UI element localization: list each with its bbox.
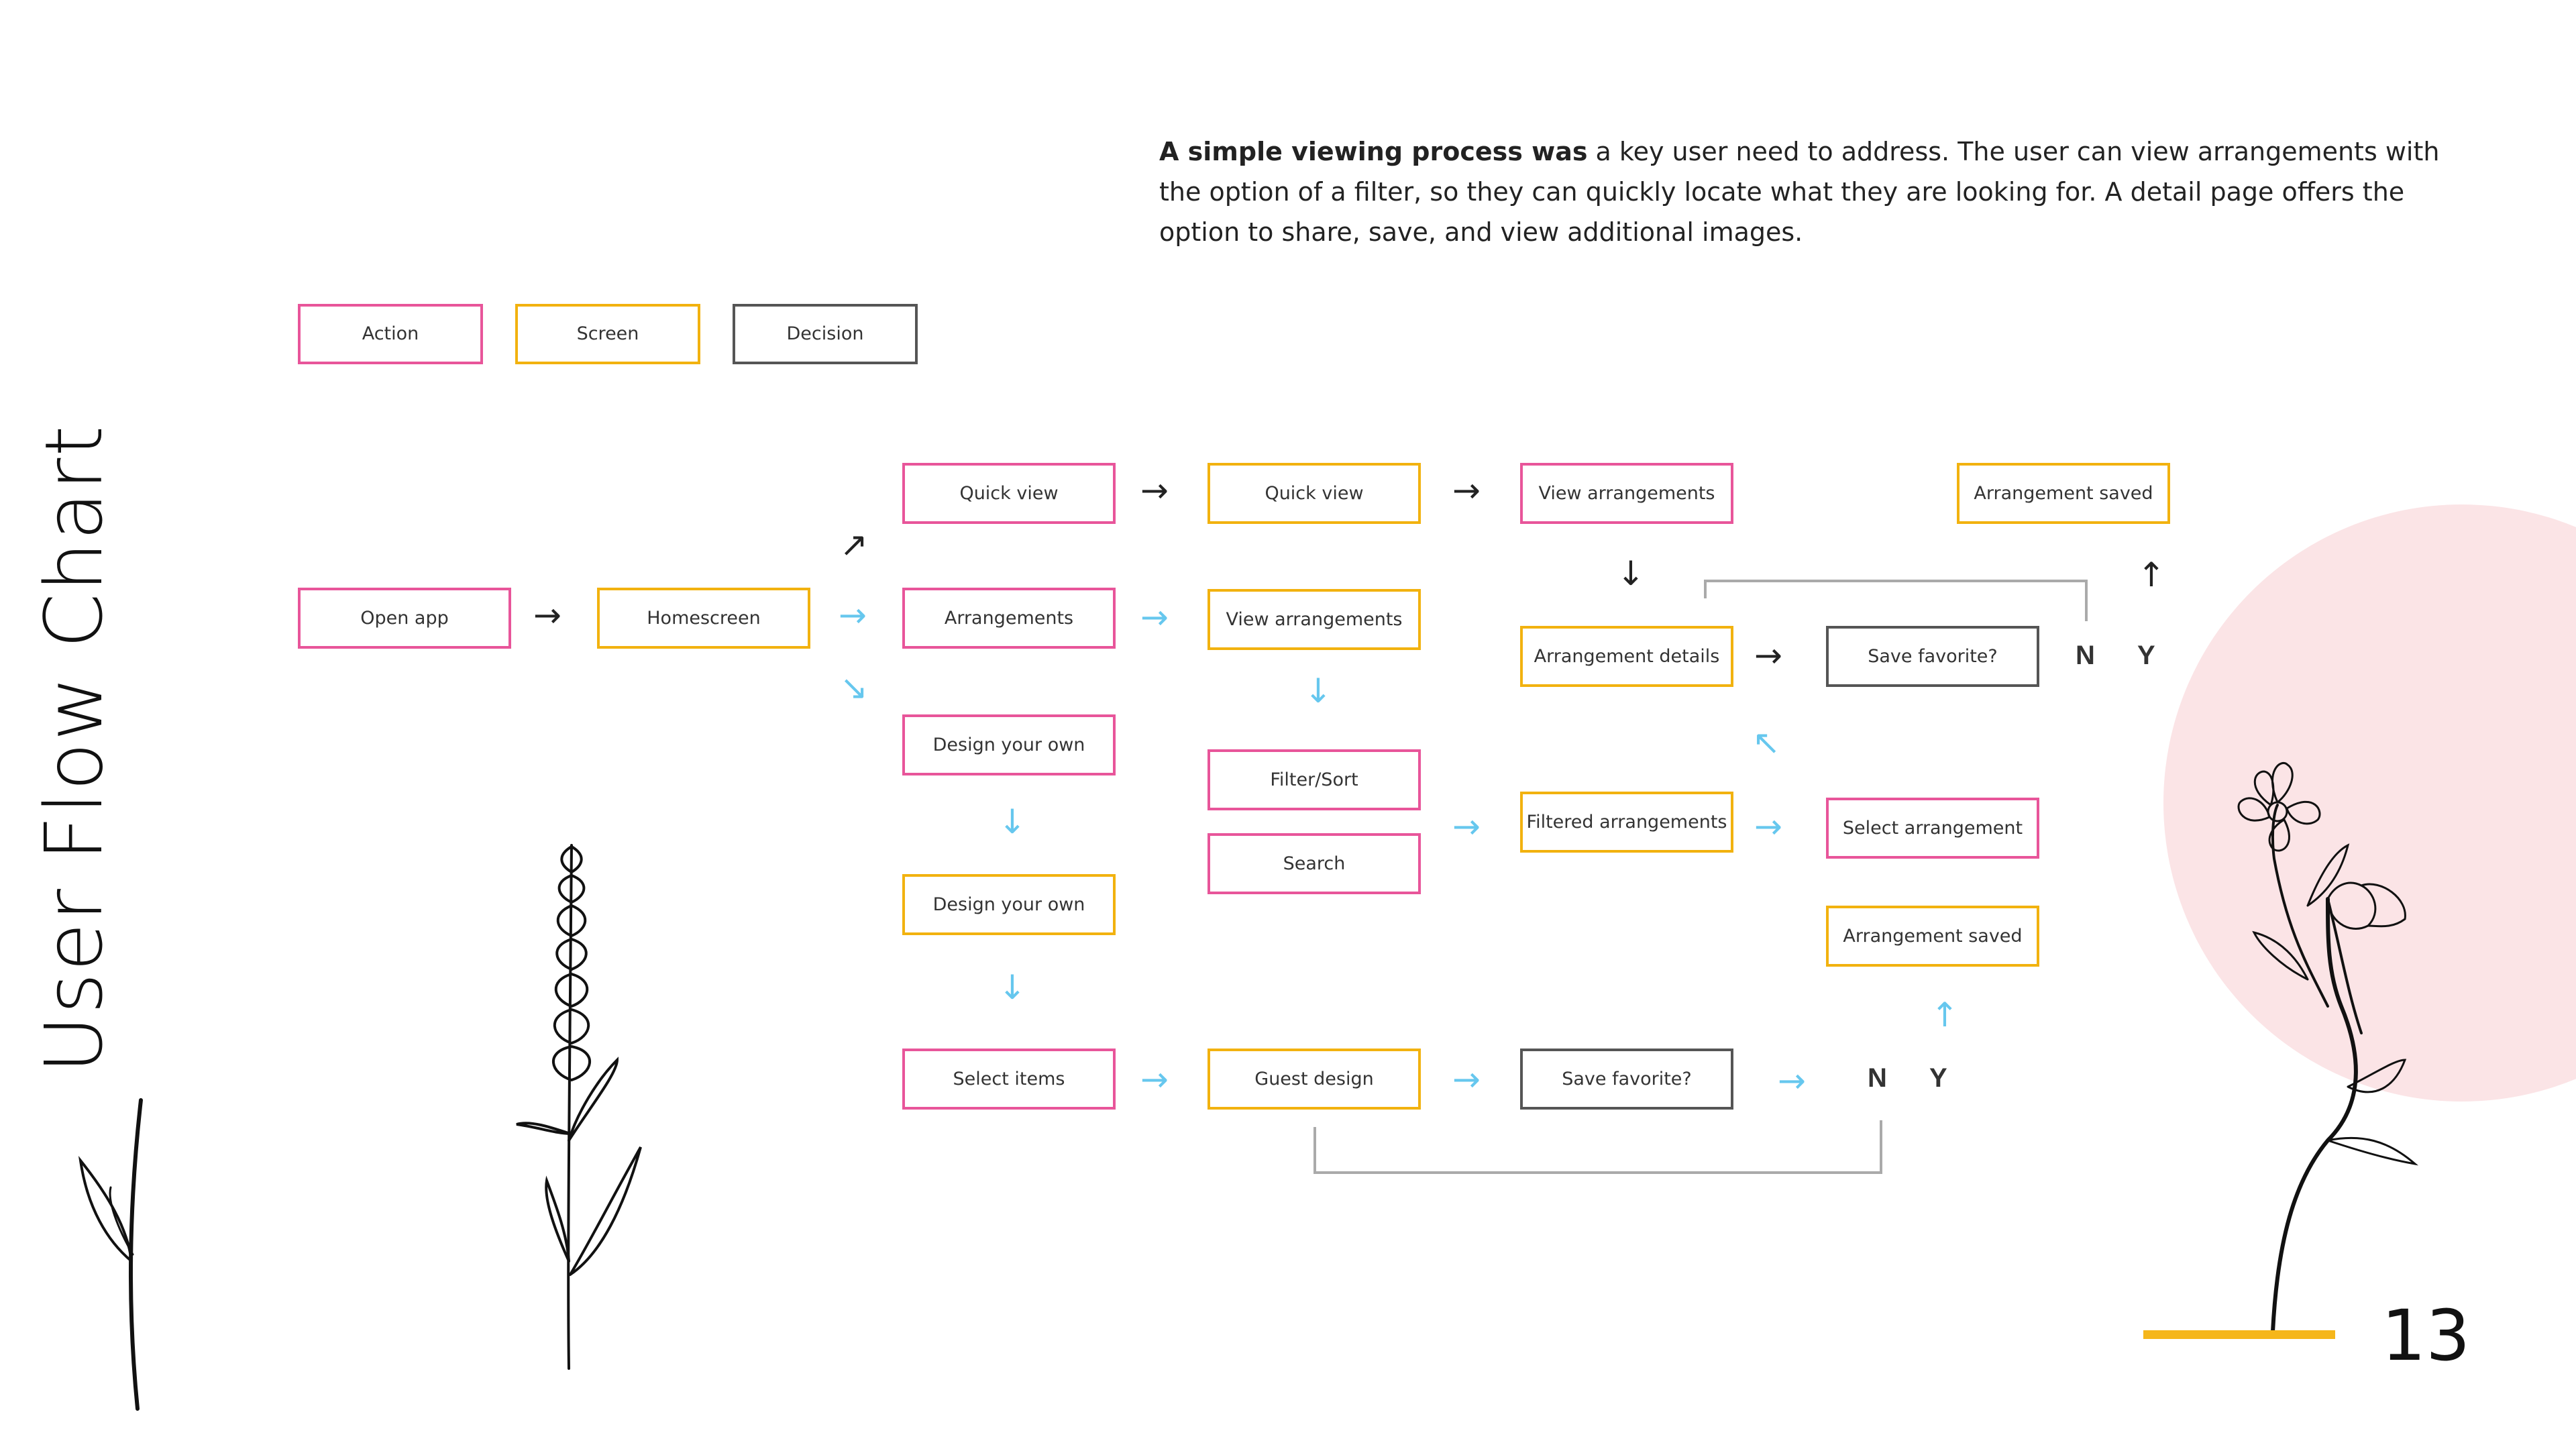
arrow-right-icon: →	[1140, 471, 1169, 510]
node-homescreen: Homescreen	[597, 588, 810, 649]
node-arrangement-saved-top: Arrangement saved	[1957, 463, 2170, 524]
loop-line-top	[1705, 581, 2086, 621]
arrow-down-icon: ↓	[1617, 554, 1645, 593]
decision-label-y-top: Y	[2137, 641, 2155, 670]
node-save-favorite-top: Save favorite?	[1826, 626, 2039, 687]
legend-decision: Decision	[733, 304, 918, 364]
intro-text: a key user need to address. The user can view arrangements with the option of a filter, so they can quickly locate what they are looking for. A detail page offers the option to share, save, and view additional images.	[1159, 137, 2440, 247]
decision-label-n-top: N	[2076, 641, 2095, 670]
arrow-up-right-icon: ↗	[840, 525, 868, 564]
node-design-your-own-screen: Design your own	[902, 874, 1116, 935]
page-title: User Flow Chart	[28, 424, 120, 1073]
node-quick-view-screen: Quick view	[1208, 463, 1421, 524]
arrow-right-icon: →	[1778, 1061, 1806, 1100]
arrow-down-icon: ↓	[998, 968, 1026, 1007]
node-filter-sort: Filter/Sort	[1208, 749, 1421, 810]
arrow-right-icon: →	[1452, 1060, 1481, 1099]
node-select-items: Select items	[902, 1049, 1116, 1110]
node-view-arrangements-action: View arrangements	[1520, 463, 1733, 524]
arrow-up-left-icon: ↖	[1752, 723, 1780, 762]
accent-bar	[2143, 1330, 2335, 1339]
node-select-arrangement: Select arrangement	[1826, 798, 2039, 859]
node-search: Search	[1208, 833, 1421, 894]
arrow-right-icon: →	[533, 596, 561, 635]
page-number: 13	[2381, 1295, 2471, 1377]
arrow-right-icon: →	[1452, 471, 1481, 510]
arrow-down-icon: ↓	[998, 802, 1026, 841]
arrow-up-icon: ↑	[1931, 996, 1959, 1034]
arrow-right-icon: →	[1140, 598, 1169, 637]
flower-illustration	[2239, 763, 2415, 1332]
node-filtered-arrangements: Filtered arrangements	[1520, 792, 1733, 853]
arrow-right-icon: →	[1754, 807, 1782, 846]
arrow-down-right-icon: ↘	[840, 668, 868, 707]
node-view-arrangements-screen: View arrangements	[1208, 589, 1421, 650]
arrow-right-icon: →	[1754, 636, 1782, 675]
node-arrangements: Arrangements	[902, 588, 1116, 649]
decision-label-y-bottom: Y	[1929, 1063, 1947, 1093]
arrow-right-icon: →	[839, 596, 867, 635]
lavender-illustration	[517, 845, 641, 1368]
node-save-favorite-bottom: Save favorite?	[1520, 1049, 1733, 1110]
decision-label-n-bottom: N	[1868, 1063, 1887, 1093]
legend-action: Action	[298, 304, 483, 364]
arrow-up-icon: ↑	[2137, 555, 2165, 594]
node-design-your-own-action: Design your own	[902, 714, 1116, 775]
leaf-stem-illustration	[80, 1100, 141, 1409]
node-arrangement-saved-mid: Arrangement saved	[1826, 906, 2039, 967]
loop-line-bottom	[1315, 1120, 1881, 1173]
legend-screen: Screen	[515, 304, 700, 364]
arrow-right-icon: →	[1140, 1060, 1169, 1099]
node-guest-design: Guest design	[1208, 1049, 1421, 1110]
node-open-app: Open app	[298, 588, 511, 649]
node-arrangement-details: Arrangement details	[1520, 626, 1733, 687]
node-quick-view-action: Quick view	[902, 463, 1116, 524]
arrow-down-icon: ↓	[1304, 672, 1332, 710]
arrow-right-icon: →	[1452, 807, 1481, 846]
intro-bold: A simple viewing process was	[1159, 137, 1588, 166]
